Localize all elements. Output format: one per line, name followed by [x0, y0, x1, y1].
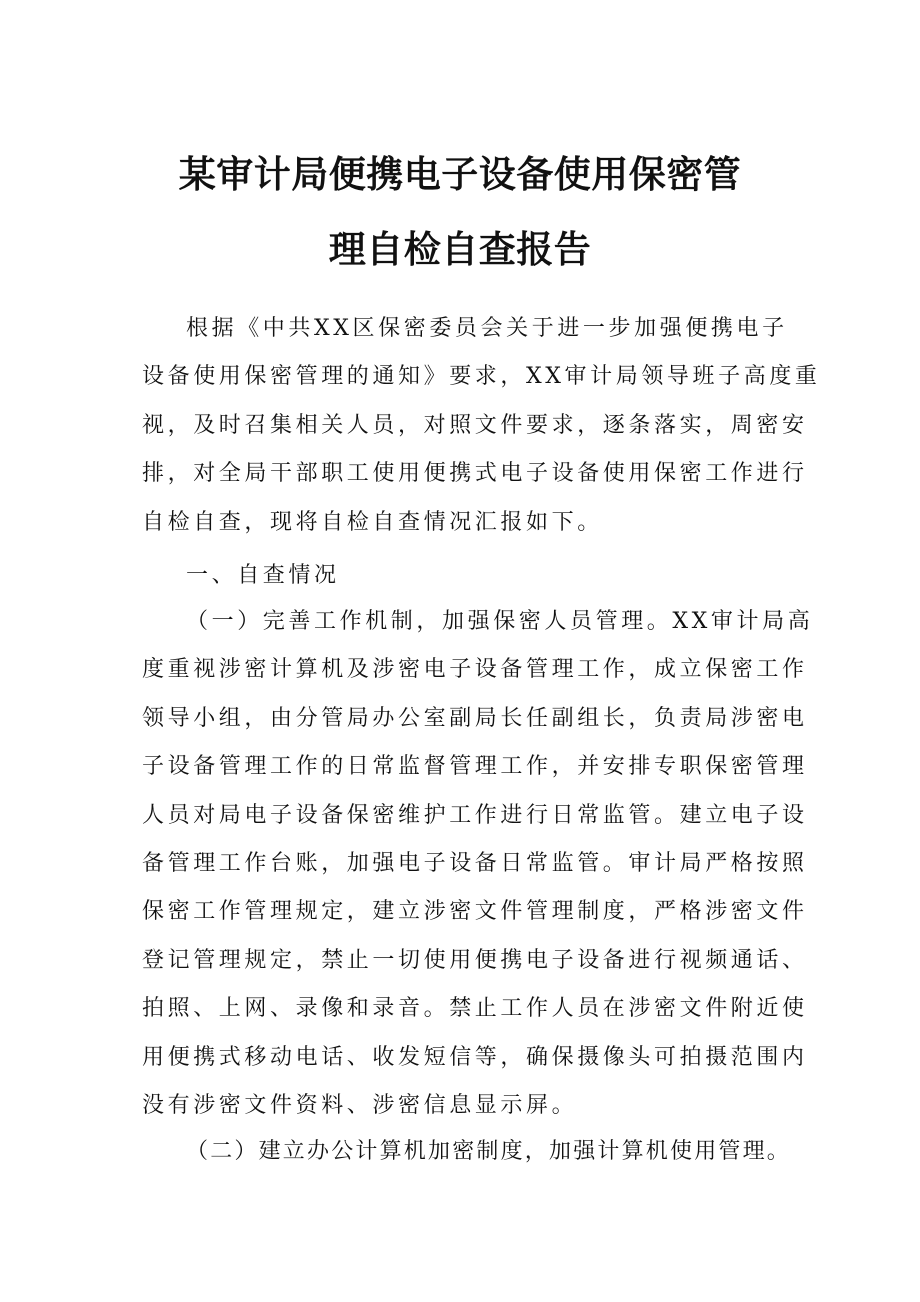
- document-title-line-1: 某审计局便携电子设备使用保密管: [178, 153, 742, 196]
- document-title-line-2: 理自检自查报告: [328, 228, 592, 271]
- item-line: 子设备管理工作的日常监督管理工作，并安排专职保密管理: [142, 754, 808, 780]
- intro-line: 根据《中共XX区保密委员会关于进一步加强便携电子: [186, 316, 788, 341]
- intro-line: 视，及时召集相关人员，对照文件要求，逐条落实，周密安: [142, 412, 808, 438]
- item-line: 保密工作管理规定，建立涉密文件管理制度，严格涉密文件: [142, 899, 808, 925]
- item-line: 人员对局电子设备保密维护工作进行日常监管。建立电子设: [142, 802, 808, 828]
- section-heading: [142, 552, 782, 600]
- section-heading-text: 一、自查情况: [186, 563, 340, 588]
- section-item-1-paragraph: [142, 598, 814, 1130]
- intro-line: 自检自查，现将自检自查情况汇报如下。: [142, 509, 603, 535]
- item-line: 拍照、上网、录像和录音。禁止工作人员在涉密文件附近使: [142, 996, 808, 1022]
- item-line: 备管理工作台账，加强电子设备日常监管。审计局严格按照: [142, 850, 808, 876]
- item-line: 登记管理规定，禁止一切使用便携电子设备进行视频通话、: [142, 947, 808, 973]
- item-line: 没有涉密文件资料、涉密信息显示屏。: [142, 1092, 578, 1118]
- item-line: 用便携式移动电话、收发短信等，确保摄像头可拍摄范围内: [142, 1044, 808, 1070]
- intro-line: 排，对全局干部职工使用便携式电子设备使用保密工作进行: [142, 461, 808, 487]
- item-line: （二）建立办公计算机加密制度，加强计算机使用管理。: [186, 1139, 792, 1164]
- section-item-2-paragraph: [142, 1128, 792, 1176]
- item-line: （一）完善工作机制，加强保密人员管理。XX审计局高: [186, 609, 814, 634]
- intro-paragraph: [142, 305, 821, 547]
- item-line: 度重视涉密计算机及涉密电子设备管理工作，成立保密工作: [142, 657, 808, 683]
- intro-line: 设备使用保密管理的通知》要求，XX审计局领导班子高度重: [142, 364, 821, 390]
- item-line: 领导小组，由分管局办公室副局长任副组长，负责局涉密电: [142, 705, 808, 731]
